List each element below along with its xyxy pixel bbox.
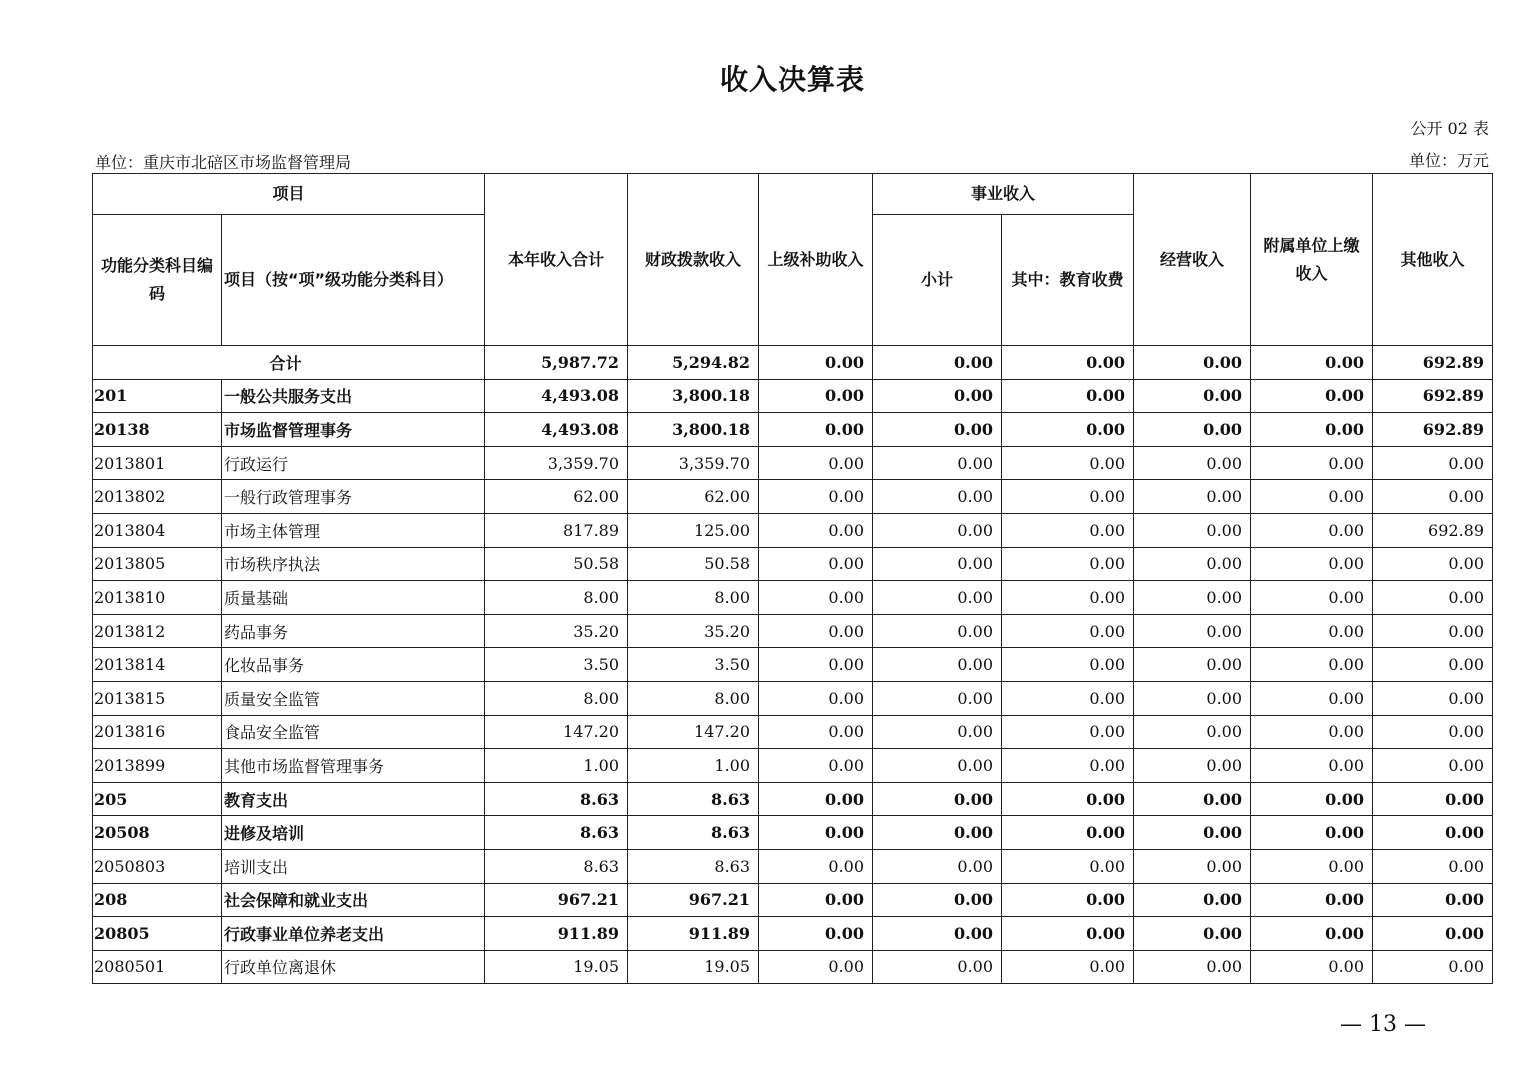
row-value: 1.00	[628, 749, 759, 783]
row-name: 市场秩序执法	[222, 547, 485, 581]
table-row	[93, 849, 1493, 883]
row-value: 0.00	[759, 413, 873, 447]
row-value: 5,987.72	[485, 346, 628, 380]
row-value: 3.50	[485, 648, 628, 682]
row-value: 0.00	[1134, 379, 1251, 413]
row-value: 0.00	[1134, 849, 1251, 883]
table-row	[93, 715, 1493, 749]
row-name: 培训支出	[222, 849, 485, 883]
row-value: 0.00	[873, 446, 1002, 480]
row-value: 692.89	[1373, 413, 1493, 447]
row-value: 0.00	[759, 346, 873, 380]
row-value: 125.00	[628, 513, 759, 547]
row-code: 201	[93, 379, 222, 413]
row-name: 行政运行	[222, 446, 485, 480]
row-value: 0.00	[1251, 480, 1373, 514]
row-value: 0.00	[759, 917, 873, 951]
row-code: 205	[93, 782, 222, 816]
row-code: 20508	[93, 816, 222, 850]
row-value: 0.00	[1373, 749, 1493, 783]
row-value: 0.00	[1134, 346, 1251, 380]
row-name: 社会保障和就业支出	[222, 883, 485, 917]
row-value: 0.00	[1134, 917, 1251, 951]
row-value: 0.00	[873, 413, 1002, 447]
row-value: 0.00	[1251, 346, 1373, 380]
row-value: 0.00	[1251, 782, 1373, 816]
row-value: 0.00	[759, 513, 873, 547]
row-value: 0.00	[873, 917, 1002, 951]
header-func-code: 功能分类科目编码	[93, 215, 222, 346]
row-name: 市场监督管理事务	[222, 413, 485, 447]
table-row	[93, 648, 1493, 682]
row-value: 0.00	[1002, 614, 1134, 648]
row-value: 0.00	[1134, 581, 1251, 615]
row-value: 5,294.82	[628, 346, 759, 380]
row-code: 2013899	[93, 749, 222, 783]
row-name: 质量安全监管	[222, 681, 485, 715]
header-superior: 上级补助收入	[759, 174, 873, 346]
row-value: 0.00	[873, 547, 1002, 581]
row-value: 8.00	[485, 581, 628, 615]
row-value: 0.00	[1373, 950, 1493, 984]
table-row	[93, 346, 1493, 380]
row-value: 35.20	[485, 614, 628, 648]
row-value: 0.00	[1002, 782, 1134, 816]
row-value: 692.89	[1373, 346, 1493, 380]
row-value: 0.00	[759, 749, 873, 783]
row-name: 合计	[93, 346, 485, 380]
row-value: 8.63	[485, 782, 628, 816]
header-total: 本年收入合计	[485, 174, 628, 346]
row-value: 0.00	[1373, 480, 1493, 514]
row-value: 0.00	[759, 547, 873, 581]
row-value: 0.00	[1373, 547, 1493, 581]
row-value: 0.00	[873, 749, 1002, 783]
row-value: 0.00	[1251, 648, 1373, 682]
row-value: 0.00	[873, 715, 1002, 749]
row-value: 0.00	[1251, 681, 1373, 715]
row-value: 0.00	[1002, 513, 1134, 547]
row-value: 8.63	[485, 816, 628, 850]
table-row	[93, 614, 1493, 648]
row-value: 0.00	[1373, 681, 1493, 715]
row-name: 化妆品事务	[222, 648, 485, 682]
table-row	[93, 917, 1493, 951]
row-value: 0.00	[1002, 950, 1134, 984]
row-value: 0.00	[1251, 883, 1373, 917]
row-value: 0.00	[1251, 547, 1373, 581]
header-item-name: 项目（按“项”级功能分类科目）	[222, 215, 485, 346]
row-value: 0.00	[1251, 849, 1373, 883]
row-value: 3,359.70	[628, 446, 759, 480]
row-value: 0.00	[1251, 581, 1373, 615]
row-value: 692.89	[1373, 513, 1493, 547]
row-code: 2013804	[93, 513, 222, 547]
row-value: 0.00	[759, 816, 873, 850]
row-name: 一般公共服务支出	[222, 379, 485, 413]
currency-unit: 单位：万元	[1408, 151, 1489, 170]
row-value: 0.00	[759, 681, 873, 715]
row-value: 0.00	[1002, 346, 1134, 380]
row-value: 0.00	[1134, 782, 1251, 816]
row-value: 0.00	[1373, 614, 1493, 648]
row-value: 0.00	[1002, 883, 1134, 917]
table-row	[93, 782, 1493, 816]
row-value: 0.00	[873, 816, 1002, 850]
row-value: 0.00	[873, 849, 1002, 883]
row-value: 8.63	[485, 849, 628, 883]
row-value: 3.50	[628, 648, 759, 682]
row-value: 62.00	[628, 480, 759, 514]
row-code: 208	[93, 883, 222, 917]
row-value: 8.63	[628, 816, 759, 850]
row-value: 0.00	[759, 849, 873, 883]
row-value: 4,493.08	[485, 379, 628, 413]
table-row	[93, 513, 1493, 547]
header-item: 项目	[93, 174, 485, 215]
row-name: 药品事务	[222, 614, 485, 648]
row-value: 0.00	[1251, 614, 1373, 648]
row-value: 0.00	[873, 480, 1002, 514]
row-value: 3,800.18	[628, 379, 759, 413]
row-value: 0.00	[1134, 614, 1251, 648]
row-value: 0.00	[1002, 917, 1134, 951]
row-value: 147.20	[628, 715, 759, 749]
row-value: 8.00	[628, 681, 759, 715]
row-value: 0.00	[1373, 816, 1493, 850]
row-value: 0.00	[1373, 581, 1493, 615]
row-value: 0.00	[1134, 446, 1251, 480]
row-value: 0.00	[1373, 917, 1493, 951]
row-value: 0.00	[1002, 446, 1134, 480]
row-value: 0.00	[1002, 413, 1134, 447]
row-value: 0.00	[1251, 917, 1373, 951]
row-value: 0.00	[1251, 816, 1373, 850]
header-subtotal: 小计	[873, 215, 1002, 346]
table-row	[93, 581, 1493, 615]
row-name: 质量基础	[222, 581, 485, 615]
row-value: 0.00	[873, 346, 1002, 380]
row-value: 0.00	[1134, 413, 1251, 447]
row-value: 0.00	[759, 379, 873, 413]
row-value: 0.00	[1251, 950, 1373, 984]
row-value: 50.58	[628, 547, 759, 581]
row-value: 0.00	[759, 883, 873, 917]
row-value: 8.00	[628, 581, 759, 615]
row-code: 2013802	[93, 480, 222, 514]
table-row	[93, 446, 1493, 480]
table-row	[93, 681, 1493, 715]
row-code: 2013815	[93, 681, 222, 715]
row-value: 0.00	[1002, 816, 1134, 850]
organization-unit: 单位：重庆市北碚区市场监督管理局	[95, 153, 352, 172]
row-value: 0.00	[1002, 749, 1134, 783]
row-name: 行政单位离退休	[222, 950, 485, 984]
row-value: 0.00	[1251, 413, 1373, 447]
header-affiliate: 附属单位上缴收入	[1251, 174, 1373, 346]
header-other: 其他收入	[1373, 174, 1493, 346]
table-row	[93, 547, 1493, 581]
row-value: 0.00	[1373, 648, 1493, 682]
table-row	[93, 816, 1493, 850]
row-code: 2013816	[93, 715, 222, 749]
row-value: 3,800.18	[628, 413, 759, 447]
row-value: 967.21	[628, 883, 759, 917]
row-value: 0.00	[873, 581, 1002, 615]
row-value: 0.00	[1134, 513, 1251, 547]
row-value: 0.00	[873, 513, 1002, 547]
row-value: 0.00	[759, 950, 873, 984]
row-value: 967.21	[485, 883, 628, 917]
row-code: 2050803	[93, 849, 222, 883]
row-code: 2013810	[93, 581, 222, 615]
row-code: 2080501	[93, 950, 222, 984]
row-value: 19.05	[485, 950, 628, 984]
row-code: 20138	[93, 413, 222, 447]
row-name: 食品安全监管	[222, 715, 485, 749]
row-value: 0.00	[759, 648, 873, 682]
row-value: 911.89	[485, 917, 628, 951]
row-value: 0.00	[1251, 715, 1373, 749]
row-value: 1.00	[485, 749, 628, 783]
row-value: 0.00	[1373, 715, 1493, 749]
row-value: 0.00	[1134, 816, 1251, 850]
row-value: 35.20	[628, 614, 759, 648]
form-number: 公开 02 表	[1410, 119, 1489, 138]
row-value: 0.00	[1002, 849, 1134, 883]
row-value: 0.00	[1373, 849, 1493, 883]
row-value: 4,493.08	[485, 413, 628, 447]
table-row	[93, 413, 1493, 447]
header-business: 事业收入	[873, 174, 1134, 215]
table-row	[93, 749, 1493, 783]
table-row	[93, 480, 1493, 514]
row-value: 0.00	[759, 581, 873, 615]
row-code: 20805	[93, 917, 222, 951]
row-name: 其他市场监督管理事务	[222, 749, 485, 783]
row-value: 0.00	[1134, 480, 1251, 514]
row-value: 50.58	[485, 547, 628, 581]
row-value: 0.00	[873, 648, 1002, 682]
row-value: 0.00	[1134, 715, 1251, 749]
row-value: 0.00	[1251, 749, 1373, 783]
row-value: 0.00	[873, 883, 1002, 917]
row-code: 2013805	[93, 547, 222, 581]
row-value: 0.00	[873, 681, 1002, 715]
row-value: 692.89	[1373, 379, 1493, 413]
table-row	[93, 950, 1493, 984]
row-value: 0.00	[1002, 547, 1134, 581]
row-value: 0.00	[759, 614, 873, 648]
row-value: 0.00	[1002, 581, 1134, 615]
header-education: 其中：教育收费	[1002, 215, 1134, 346]
row-value: 0.00	[1373, 782, 1493, 816]
row-value: 0.00	[759, 782, 873, 816]
row-name: 一般行政管理事务	[222, 480, 485, 514]
row-value: 0.00	[1134, 547, 1251, 581]
row-code: 2013812	[93, 614, 222, 648]
row-value: 0.00	[1002, 715, 1134, 749]
row-value: 8.63	[628, 849, 759, 883]
page-title: 收入决算表	[719, 63, 865, 96]
row-name: 进修及培训	[222, 816, 485, 850]
row-value: 8.63	[628, 782, 759, 816]
page-number: — 13 —	[1340, 1012, 1426, 1037]
row-value: 0.00	[1134, 883, 1251, 917]
table-row	[93, 379, 1493, 413]
income-table	[92, 173, 1493, 984]
header-fiscal: 财政拨款收入	[628, 174, 759, 346]
row-value: 62.00	[485, 480, 628, 514]
row-value: 147.20	[485, 715, 628, 749]
row-value: 0.00	[1251, 446, 1373, 480]
header-operating: 经营收入	[1134, 174, 1251, 346]
row-value: 0.00	[759, 715, 873, 749]
row-value: 0.00	[1134, 749, 1251, 783]
row-value: 0.00	[873, 379, 1002, 413]
row-value: 0.00	[1002, 648, 1134, 682]
row-value: 0.00	[1134, 681, 1251, 715]
row-name: 行政事业单位养老支出	[222, 917, 485, 951]
row-value: 817.89	[485, 513, 628, 547]
row-value: 0.00	[873, 950, 1002, 984]
row-value: 0.00	[1002, 379, 1134, 413]
row-value: 0.00	[1251, 379, 1373, 413]
table-body	[93, 346, 1493, 984]
row-value: 0.00	[873, 614, 1002, 648]
row-value: 0.00	[1002, 480, 1134, 514]
row-name: 市场主体管理	[222, 513, 485, 547]
row-value: 0.00	[1002, 681, 1134, 715]
row-value: 0.00	[873, 782, 1002, 816]
table-row	[93, 883, 1493, 917]
row-value: 0.00	[1134, 950, 1251, 984]
row-value: 0.00	[1251, 513, 1373, 547]
row-value: 19.05	[628, 950, 759, 984]
row-value: 0.00	[1134, 648, 1251, 682]
row-value: 911.89	[628, 917, 759, 951]
row-value: 0.00	[759, 480, 873, 514]
row-code: 2013801	[93, 446, 222, 480]
row-name: 教育支出	[222, 782, 485, 816]
row-value: 3,359.70	[485, 446, 628, 480]
row-value: 0.00	[759, 446, 873, 480]
row-value: 0.00	[1373, 446, 1493, 480]
row-code: 2013814	[93, 648, 222, 682]
row-value: 8.00	[485, 681, 628, 715]
row-value: 0.00	[1373, 883, 1493, 917]
